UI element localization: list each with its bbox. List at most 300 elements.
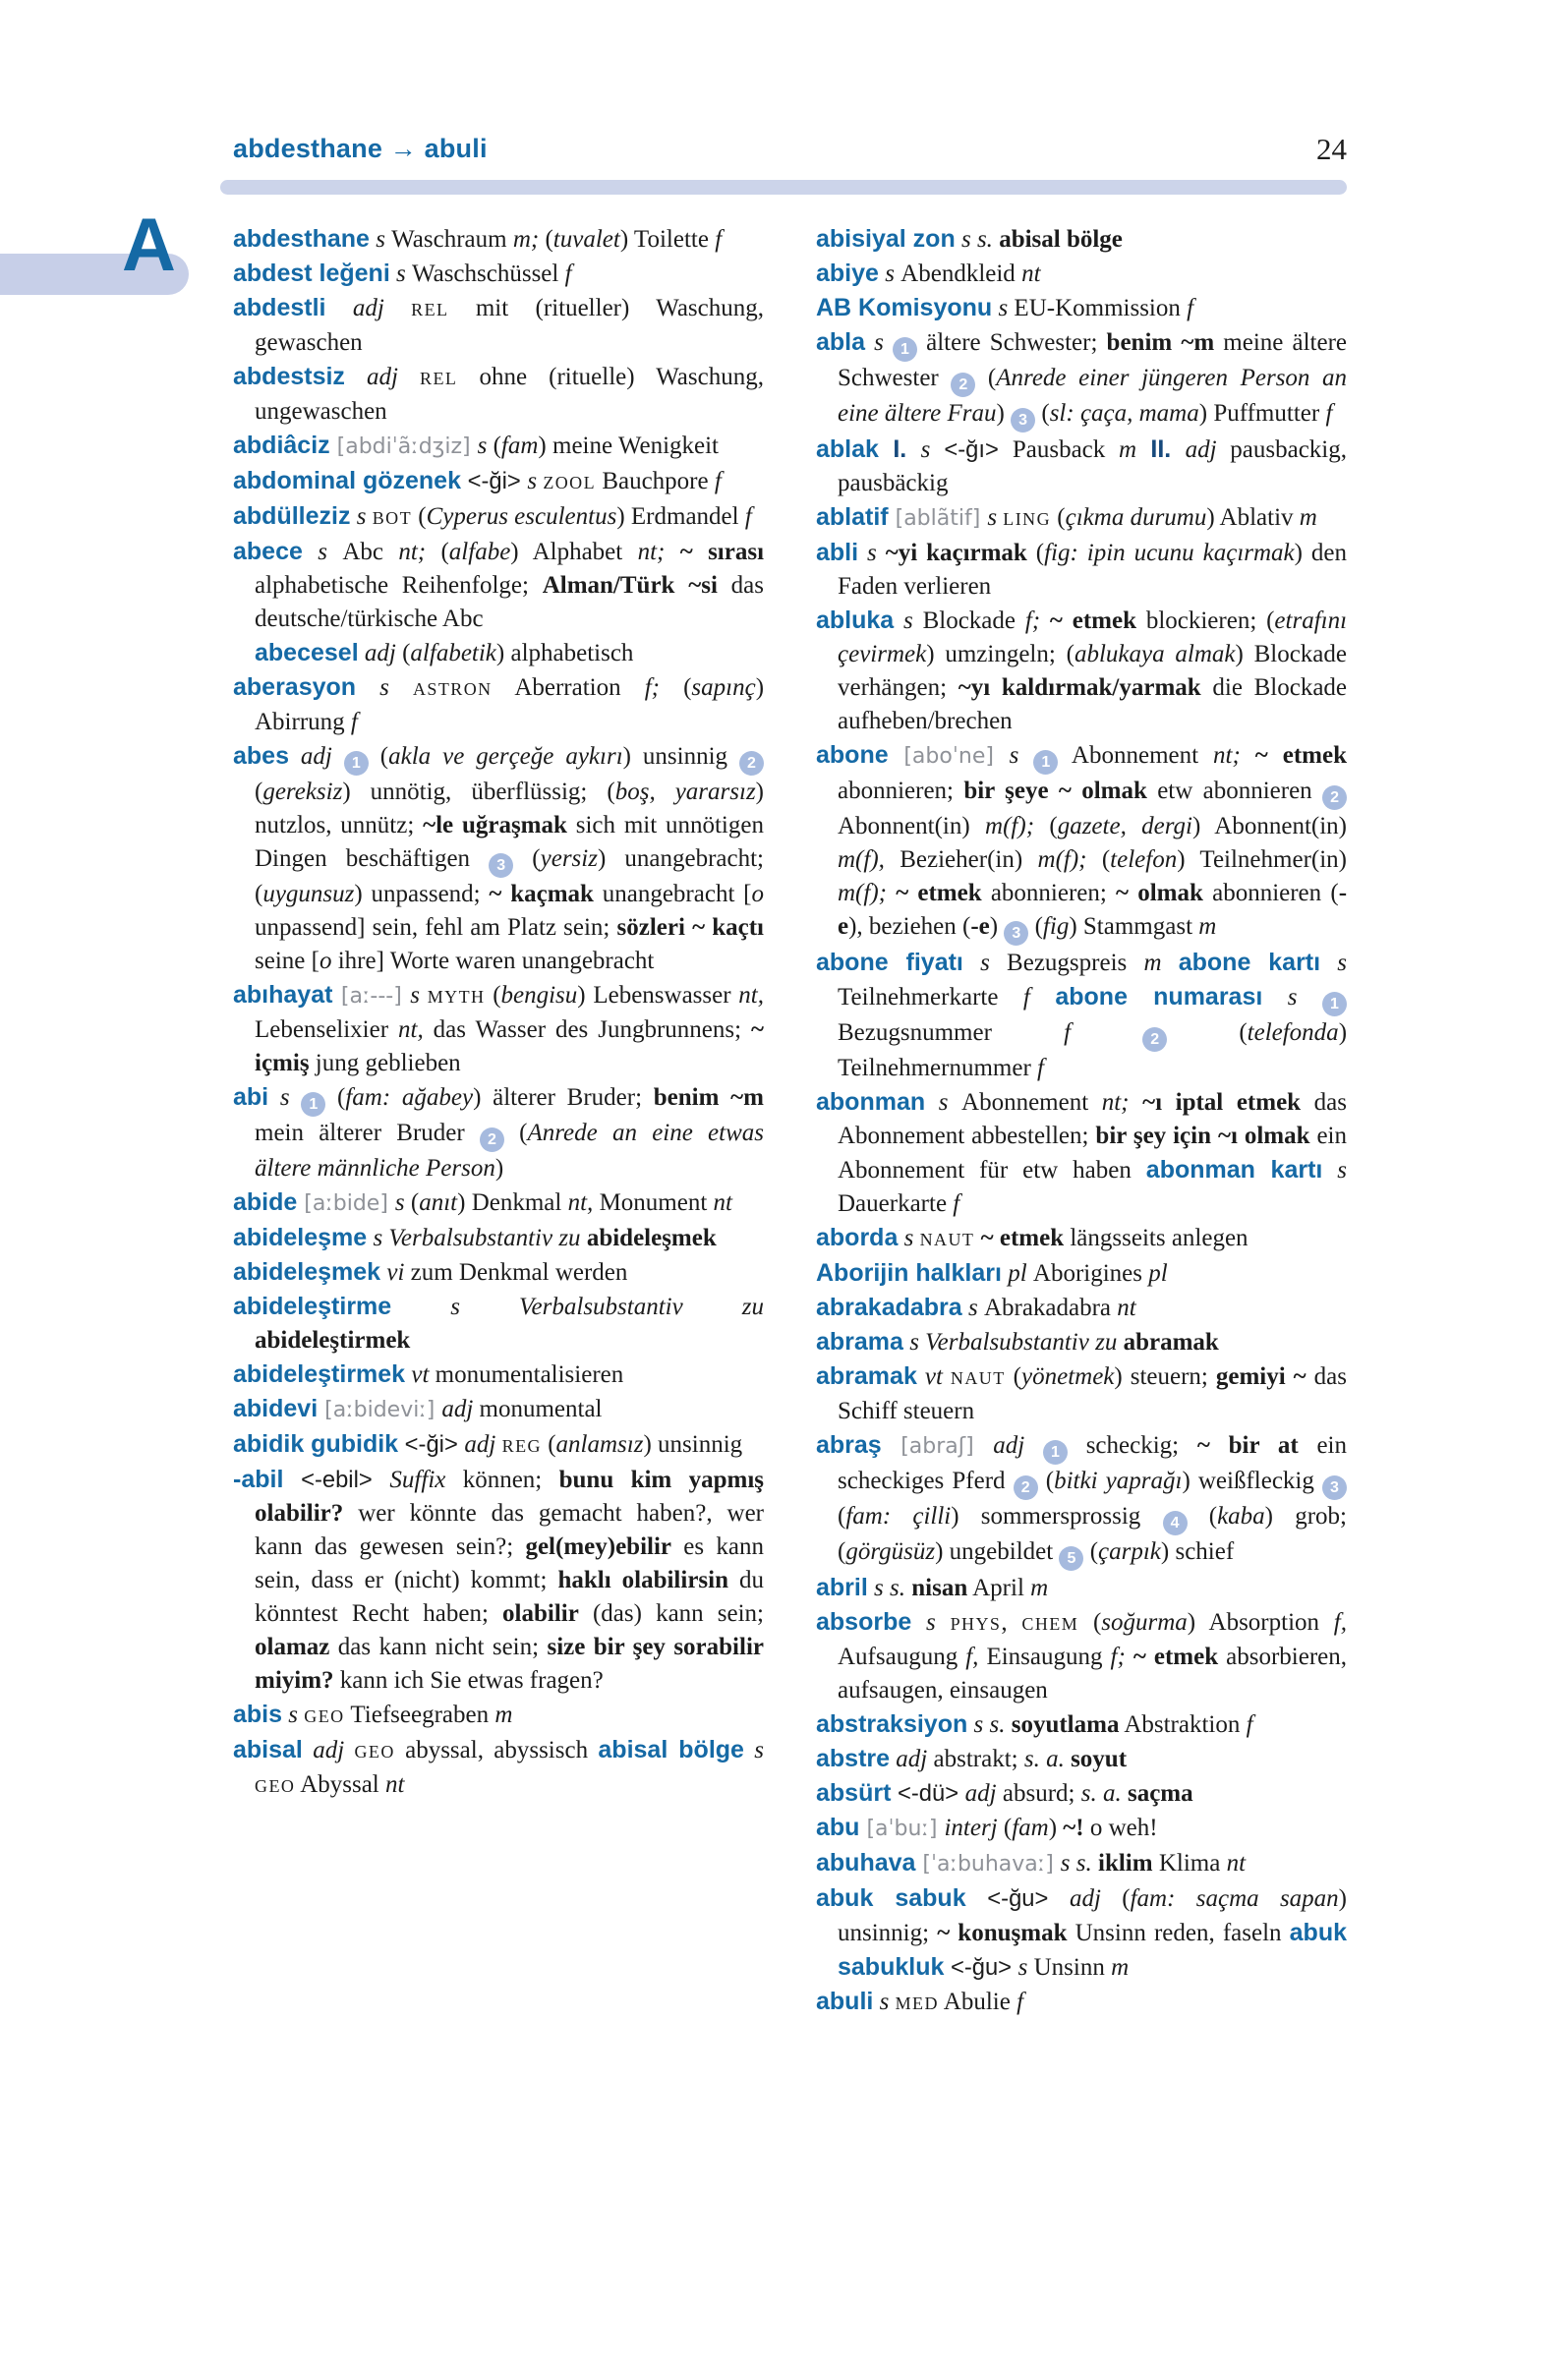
entry-text: benim ~m: [1106, 329, 1215, 356]
phonetic-transcription: [aː---]: [332, 984, 411, 1009]
entry-text: das Wasser des Jungbrunnens;: [423, 1016, 751, 1043]
headword: Aborijin halkları: [816, 1259, 1002, 1287]
headword: abrama: [816, 1328, 903, 1356]
entry-text: (: [975, 365, 997, 391]
entry-text: (: [1005, 1363, 1021, 1390]
entry-text: m: [1030, 1575, 1049, 1601]
dictionary-entry: [233, 257, 764, 291]
headword: abide: [233, 1188, 298, 1216]
entry-text: s: [410, 982, 428, 1009]
entry-text: Bezugspreis: [1007, 950, 1144, 976]
dictionary-entry: [233, 1185, 764, 1221]
dictionary-entry: [233, 1698, 764, 1733]
dictionary-entry: [816, 257, 1347, 291]
entry-text: [1040, 607, 1050, 634]
entry-text: Dauerkarte: [838, 1190, 954, 1217]
entry-text: (: [539, 226, 553, 253]
dictionary-entry: [816, 604, 1347, 738]
entry-text: s: [477, 433, 488, 459]
headword: abdestsiz: [233, 363, 345, 390]
entry-text: Unsinn: [1027, 1954, 1112, 1981]
entry-text: ): [1048, 1815, 1064, 1841]
entry-text: s: [911, 1609, 951, 1636]
entry-text: mein älterer Bruder: [255, 1120, 480, 1146]
entry-text: adj: [993, 1432, 1043, 1459]
headword: abdiâciz: [233, 432, 330, 459]
entry-text: sapınç: [691, 674, 756, 701]
entry-text: (: [513, 845, 541, 872]
headword: abdülleziz: [233, 502, 351, 530]
subject-label: ZOOL: [543, 473, 597, 492]
entry-text: alfabe: [448, 539, 511, 565]
headword: ablatif: [816, 503, 889, 531]
entry-text: (: [402, 640, 411, 666]
entry-text: kann ich Sie etwas fragen?: [333, 1667, 604, 1694]
entry-text: Abstraktion: [1119, 1711, 1247, 1738]
dictionary-entry: [233, 1392, 764, 1427]
subject-label: CHEM: [1021, 1614, 1079, 1634]
entry-text: boş, yararsız: [614, 779, 756, 805]
dictionary-entry: [816, 1428, 1347, 1571]
subject-label: LING: [1003, 509, 1052, 529]
headword: abidik gubidik: [233, 1430, 399, 1458]
entry-text: s s.: [967, 1711, 1012, 1738]
headword: abrakadabra: [816, 1294, 962, 1321]
entry-text: unpassend] sein, fehl am Platz sein;: [255, 914, 617, 941]
entry-text: adj: [441, 1396, 474, 1422]
entry-text: s: [894, 607, 923, 634]
sense-number-badge: 1: [1033, 750, 1058, 775]
entry-text: Waschschüssel: [412, 260, 565, 287]
entry-text: nt,: [567, 1189, 594, 1216]
entry-text: ein Abonnement für etw haben: [838, 1123, 1347, 1184]
entry-text: pausbackig, pausbäckig: [838, 436, 1347, 496]
entry-text: (: [838, 1503, 846, 1530]
dictionary-entry: [233, 499, 764, 535]
dictionary-entry: [233, 360, 764, 429]
sense-number-badge: 1: [344, 751, 369, 776]
entry-text: sl: çaça, mama: [1049, 400, 1199, 427]
entry-text: nt: [1226, 1850, 1247, 1877]
sense-number-badge: 1: [1322, 992, 1347, 1016]
entry-text: Suffix: [389, 1467, 446, 1493]
entry-text: ) schief: [1160, 1538, 1235, 1565]
entry-text: <-ğı>: [930, 436, 1013, 463]
entry-text: fam: [500, 433, 539, 459]
header-rule: [220, 180, 1347, 195]
entry-text: s: [389, 260, 412, 287]
entry-text: pl: [1001, 1260, 1033, 1287]
entry-text: (: [1028, 913, 1043, 940]
entry-text: ~ etmek: [1132, 1644, 1219, 1670]
dictionary-entry: [233, 1358, 764, 1392]
entry-text: s: [1322, 1157, 1348, 1184]
entry-text: Abulie: [938, 1989, 1017, 2015]
entry-text: nt,: [738, 982, 764, 1009]
entry-text: ~ı iptal etmek: [1142, 1089, 1302, 1116]
sense-number-badge: 2: [739, 751, 764, 776]
entry-text: längsseits anlegen: [1064, 1225, 1249, 1251]
headword: abuk sabuk: [816, 1884, 966, 1912]
headword: abli: [816, 539, 859, 566]
entry-text: yönetmek: [1021, 1363, 1115, 1390]
entry-text: sich mit unnötigen Dingen beschäftigen: [255, 812, 764, 872]
entry-text: ) unpassend;: [354, 881, 490, 907]
headword: abone: [816, 741, 889, 769]
entry-text: s s.: [1060, 1850, 1098, 1877]
entry-text: ) alphabetisch: [495, 640, 634, 666]
dictionary-entry: [233, 1463, 764, 1698]
entry-text: f;: [1024, 607, 1041, 634]
headword: abidevi: [233, 1395, 319, 1422]
entry-text: [1071, 1019, 1142, 1046]
sense-number-badge: 2: [1014, 1475, 1038, 1500]
entry-text: Anrede einer jüngeren Person an eine ältere Frau: [838, 365, 1348, 427]
dictionary-entry: [816, 1707, 1347, 1742]
entry-text: bunu kim yapmış olabilir?: [255, 1467, 764, 1527]
entry-text: gel(mey)ebilir: [525, 1533, 672, 1560]
entry-text: s s.: [867, 1575, 912, 1601]
entry-text: ) unsinnig: [622, 743, 739, 770]
headword: abdesthane: [233, 225, 370, 253]
entry-text: Abonnement: [1058, 742, 1214, 769]
entry-text: ): [494, 1155, 504, 1182]
headword: abdominal gözenek: [233, 467, 461, 494]
dictionary-entry: [233, 1080, 764, 1185]
sense-number-badge: 3: [1004, 921, 1028, 946]
entry-text: nt: [385, 1771, 405, 1798]
entry-text: ~ etmek: [1049, 607, 1136, 634]
entry-text: nt;: [637, 539, 666, 565]
entry-text: ) Teilnehmernummer: [838, 1019, 1348, 1081]
headword: abone fiyatı: [816, 949, 963, 976]
entry-text: [665, 539, 679, 565]
entry-text: ) Teilnehmer(in): [1177, 846, 1347, 873]
dictionary-entry: [233, 429, 764, 464]
entry-text: Klima: [1152, 1850, 1227, 1877]
dictionary-entry: [233, 739, 764, 978]
entry-text: (: [487, 433, 501, 459]
entry-text: nt;: [1213, 742, 1241, 769]
entry-text: die Blockade aufheben/brechen: [838, 674, 1348, 734]
entry-text: [1241, 742, 1255, 769]
dictionary-entry: [816, 291, 1347, 325]
headword: abonman kartı: [1145, 1156, 1323, 1184]
sense-number-badge: 1: [893, 337, 917, 362]
entry-text: fam: ağabey: [345, 1084, 474, 1111]
entry-text: f,: [1333, 1609, 1347, 1636]
entry-text: (: [503, 1120, 528, 1146]
entry-text: f: [350, 709, 358, 735]
subject-label: NAUT: [950, 1368, 1006, 1388]
headword: abuli: [816, 1988, 874, 2015]
entry-text: kaba: [1217, 1503, 1265, 1530]
entry-text: uygunsuz: [262, 881, 355, 907]
entry-text: das kann nicht sein;: [329, 1634, 548, 1660]
entry-text: adj: [344, 364, 421, 390]
sense-number-badge: 2: [1322, 785, 1347, 810]
sense-number-badge: 2: [480, 1127, 504, 1152]
entry-text: f: [1016, 1989, 1024, 2015]
entry-text: tuvalet: [552, 226, 620, 253]
entry-text: Abendkleid: [900, 260, 1022, 287]
entry-text: bitki yaprağı: [1054, 1468, 1183, 1494]
entry-text: fig: ipin ucunu kaçırmak: [1044, 540, 1295, 566]
entry-text: [1162, 950, 1179, 976]
dictionary-entry: [233, 670, 764, 739]
entry-text: s: [527, 468, 544, 494]
entry-text: s: [302, 539, 343, 565]
headword: abıhayat: [233, 981, 333, 1009]
entry-text: <-ği>: [460, 468, 528, 494]
entry-text: pl: [1148, 1260, 1168, 1287]
entry-text: ~le uğraşmak: [423, 812, 567, 838]
entry-text: f: [1037, 1055, 1044, 1081]
entry-text: adj: [358, 640, 403, 666]
dictionary-entry: [816, 1605, 1347, 1707]
entry-text: s: [992, 295, 1015, 321]
dictionary-entry: [233, 535, 764, 636]
dictionary-entry: [233, 291, 764, 360]
entry-text: -e: [970, 913, 990, 940]
entry-text: (: [404, 1189, 420, 1216]
entry-text: s: [925, 1089, 962, 1116]
entry-text: Bezugsnummer: [838, 1019, 1065, 1046]
headword: abecesel: [255, 639, 359, 666]
headword: abuk sabukluk: [838, 1919, 1347, 1981]
headword: abril: [816, 1574, 868, 1601]
headword: abi: [233, 1083, 269, 1111]
entry-text: seine [: [255, 948, 319, 974]
entry-text: adj: [1185, 436, 1217, 463]
entry-text: adj: [302, 1737, 355, 1763]
entry-text: f: [953, 1190, 960, 1217]
headword: abideleşmek: [233, 1258, 381, 1286]
headword: AB Komisyonu: [816, 294, 993, 321]
headword: abideleştirmek: [233, 1360, 406, 1388]
entry-text: [1030, 984, 1055, 1011]
entry-text: <-ğu>: [965, 1885, 1071, 1912]
subject-label: NAUT: [919, 1230, 975, 1249]
entry-text: s Verbalsubstantiv zu: [902, 1329, 1124, 1356]
entry-text: Abyssal: [295, 1771, 386, 1798]
phonetic-transcription: [abdiˈãːdʒiz]: [329, 434, 478, 459]
entry-text: ~yi kaçırmak: [885, 540, 1027, 566]
entry-text: -e: [838, 880, 1348, 940]
entry-text: soğurma: [1101, 1609, 1188, 1636]
entry-text: m;: [512, 226, 540, 253]
entry-text: vi: [380, 1259, 411, 1286]
dictionary-entry: [816, 325, 1347, 433]
entry-text: Teilnehmerkarte: [838, 984, 1023, 1011]
entry-text: m(f);: [985, 813, 1035, 839]
entry-text: çıkma durumu: [1065, 504, 1207, 531]
entry-text: absorbieren, aufsaugen, einsaugen: [838, 1644, 1348, 1704]
dictionary-entry: [233, 222, 764, 257]
entry-text: ~ olmak: [1116, 880, 1203, 906]
entry-text: ohne (rituelle) Waschung, ungewaschen: [255, 364, 764, 425]
dictionary-entry: [816, 1085, 1347, 1221]
entry-text: es kann sein, dass er (nicht) kommt;: [255, 1533, 765, 1593]
sense-number-badge: 2: [951, 373, 975, 397]
entry-text: ) weißfleckig: [1182, 1468, 1322, 1494]
entry-text: Alman/Türk ~si: [542, 572, 718, 599]
entry-text: s: [350, 503, 373, 530]
subject-label: GEO: [354, 1742, 395, 1762]
entry-text: ~ etmek: [980, 1225, 1065, 1251]
entry-text: m(f);: [1037, 846, 1087, 873]
entry-text: alfabetik: [410, 640, 496, 666]
entry-text: s: [743, 1737, 765, 1763]
entry-text: fam: çilli: [845, 1503, 952, 1530]
entry-text: nt: [713, 1189, 732, 1216]
entry-text: ) steuern;: [1114, 1363, 1216, 1390]
entry-text: mit (ritueller) Waschung, gewaschen: [255, 295, 764, 356]
headword: abuhava: [816, 1849, 916, 1877]
headword: abone numarası: [1055, 983, 1263, 1011]
entry-text: s Verbalsubstantiv zu: [391, 1294, 764, 1320]
entry-text: sözleri ~ kaçtı: [616, 914, 764, 941]
entry-text: s: [282, 1702, 305, 1728]
entry-text: abideleştirmek: [255, 1327, 411, 1354]
headword: aberasyon: [233, 673, 357, 701]
phonetic-transcription: [ablãtif]: [888, 506, 988, 531]
entry-text: olabilir: [502, 1600, 579, 1627]
dictionary-entry: [233, 464, 764, 499]
entry-text: bir şey için ~ı olmak: [1095, 1123, 1310, 1149]
headword: abiye: [816, 260, 879, 287]
entry-text: Abonnent(in): [838, 813, 986, 839]
entry-text: ) Blockade verhängen;: [838, 641, 1347, 701]
entry-text: abideleşmek: [586, 1225, 717, 1251]
entry-text: gemiyi ~: [1215, 1363, 1307, 1390]
headword: abone kartı: [1178, 949, 1321, 976]
entry-text: <-ği>: [398, 1431, 465, 1458]
entry-text: m(f),: [838, 846, 885, 873]
dictionary-entry: [816, 1325, 1347, 1359]
entry-text: Bauchpore: [596, 468, 715, 494]
phonetic-transcription: [aˈbuː]: [859, 1817, 945, 1841]
entry-text: s: [878, 260, 901, 287]
entry-text: ) umzingeln; (: [926, 641, 1074, 667]
headword: abluka: [816, 607, 895, 634]
entry-text: <-ğu>: [944, 1954, 1018, 1981]
headword: -abil: [233, 1466, 284, 1493]
entry-text: s: [865, 329, 893, 356]
entry-text: (: [1035, 400, 1050, 427]
entry-text: s: [268, 1084, 302, 1111]
entry-text: o weh!: [1083, 1815, 1158, 1841]
entry-text: soyutlama: [1011, 1711, 1120, 1738]
entry-text: ~ etmek: [1254, 742, 1347, 769]
dictionary-entry: [233, 1221, 764, 1255]
entry-text: vt: [916, 1363, 951, 1390]
entry-text: (: [1083, 1538, 1099, 1565]
entry-text: (: [1037, 1468, 1055, 1494]
entry-text: Anrede an eine etwas ältere männliche Person: [255, 1120, 765, 1182]
dictionary-entry: [816, 222, 1347, 257]
sense-number-badge: 5: [1059, 1546, 1083, 1571]
phonetic-transcription: [aboˈne]: [888, 744, 1010, 769]
subject-label: GEO: [304, 1706, 345, 1726]
entry-text: etrafını çevirmek: [838, 607, 1348, 667]
sense-number-badge: 1: [1043, 1440, 1068, 1465]
entry-text: f: [1064, 1019, 1072, 1046]
entry-text: s s.: [955, 226, 1000, 253]
dictionary-entry: [816, 1571, 1347, 1605]
entry-text: anlamsız: [555, 1431, 644, 1458]
entry-text: (: [997, 1815, 1013, 1841]
entry-text: ) Abirrung: [255, 674, 765, 735]
entry-text: yersiz: [540, 845, 598, 872]
entry-text: f;: [644, 674, 660, 701]
column-left: [233, 222, 764, 1803]
entry-text: Aborigines: [1032, 1260, 1149, 1287]
entry-text: ) den Faden verlieren: [838, 540, 1347, 600]
headword: abdest leğeni: [233, 260, 390, 287]
entry-text: alphabetische Reihenfolge;: [255, 572, 543, 599]
subject-label: GEO: [255, 1776, 296, 1796]
headword: absorbe: [816, 1608, 912, 1636]
dictionary-entry: [816, 1256, 1347, 1291]
entry-text: Abc: [342, 539, 399, 565]
entry-text: (: [1167, 1019, 1248, 1046]
entry-text: (das) kann sein;: [578, 1600, 764, 1627]
entry-text: m: [1111, 1954, 1130, 1981]
entry-text: EU-Kommission: [1014, 295, 1188, 321]
entry-text: s: [962, 950, 1008, 976]
entry-text: fam: [1012, 1815, 1049, 1841]
entry-text: s: [858, 540, 886, 566]
entry-text: ) Lebenswasser: [577, 982, 739, 1009]
entry-text: adj: [1070, 1885, 1101, 1912]
dictionary-entry: [816, 946, 1347, 1085]
entry-text: o: [319, 948, 332, 974]
entry-text: (: [485, 982, 501, 1009]
entry-text: olamaz: [255, 1634, 330, 1660]
sense-number-badge: 1: [301, 1092, 325, 1117]
entry-text: Lebenselixier: [255, 1016, 398, 1043]
entry-text: s: [873, 1989, 896, 2015]
entry-text: <-ebil>: [283, 1467, 390, 1493]
headword: absürt: [816, 1779, 892, 1807]
entry-text: nt,: [398, 1016, 424, 1043]
column-right: [816, 222, 1347, 2020]
entry-text: das deutsche/türkische Abc: [255, 572, 764, 632]
entry-text: (: [368, 743, 389, 770]
phonetic-transcription: [ˈaːbuhavaː]: [915, 1852, 1061, 1877]
entry-text: fig: [1042, 913, 1070, 940]
entry-text: ) sommersprossig: [951, 1503, 1163, 1530]
entry-text: f: [564, 260, 572, 287]
entry-text: ) grob; (: [838, 1503, 1347, 1565]
entry-text: ) Erdmandel: [616, 503, 745, 530]
entry-text: s. a.: [1023, 1746, 1072, 1772]
entry-text: monumentalisieren: [435, 1361, 624, 1388]
entry-text: ) älterer Bruder;: [473, 1084, 654, 1111]
entry-text: gazete, dergi: [1057, 813, 1193, 839]
headword: abisal: [233, 1736, 303, 1763]
entry-text: soyut: [1071, 1746, 1128, 1772]
entry-text: ) unnötig, überflüssig; (: [342, 779, 615, 805]
entry-text: abstrakt;: [933, 1746, 1024, 1772]
entry-text: ältere Schwester;: [917, 329, 1107, 356]
entry-text: (: [1026, 540, 1045, 566]
entry-text: vt: [405, 1361, 436, 1388]
subject-label: REG: [501, 1436, 542, 1456]
headword: abideleşme: [233, 1224, 368, 1251]
headword: abla: [816, 328, 866, 356]
